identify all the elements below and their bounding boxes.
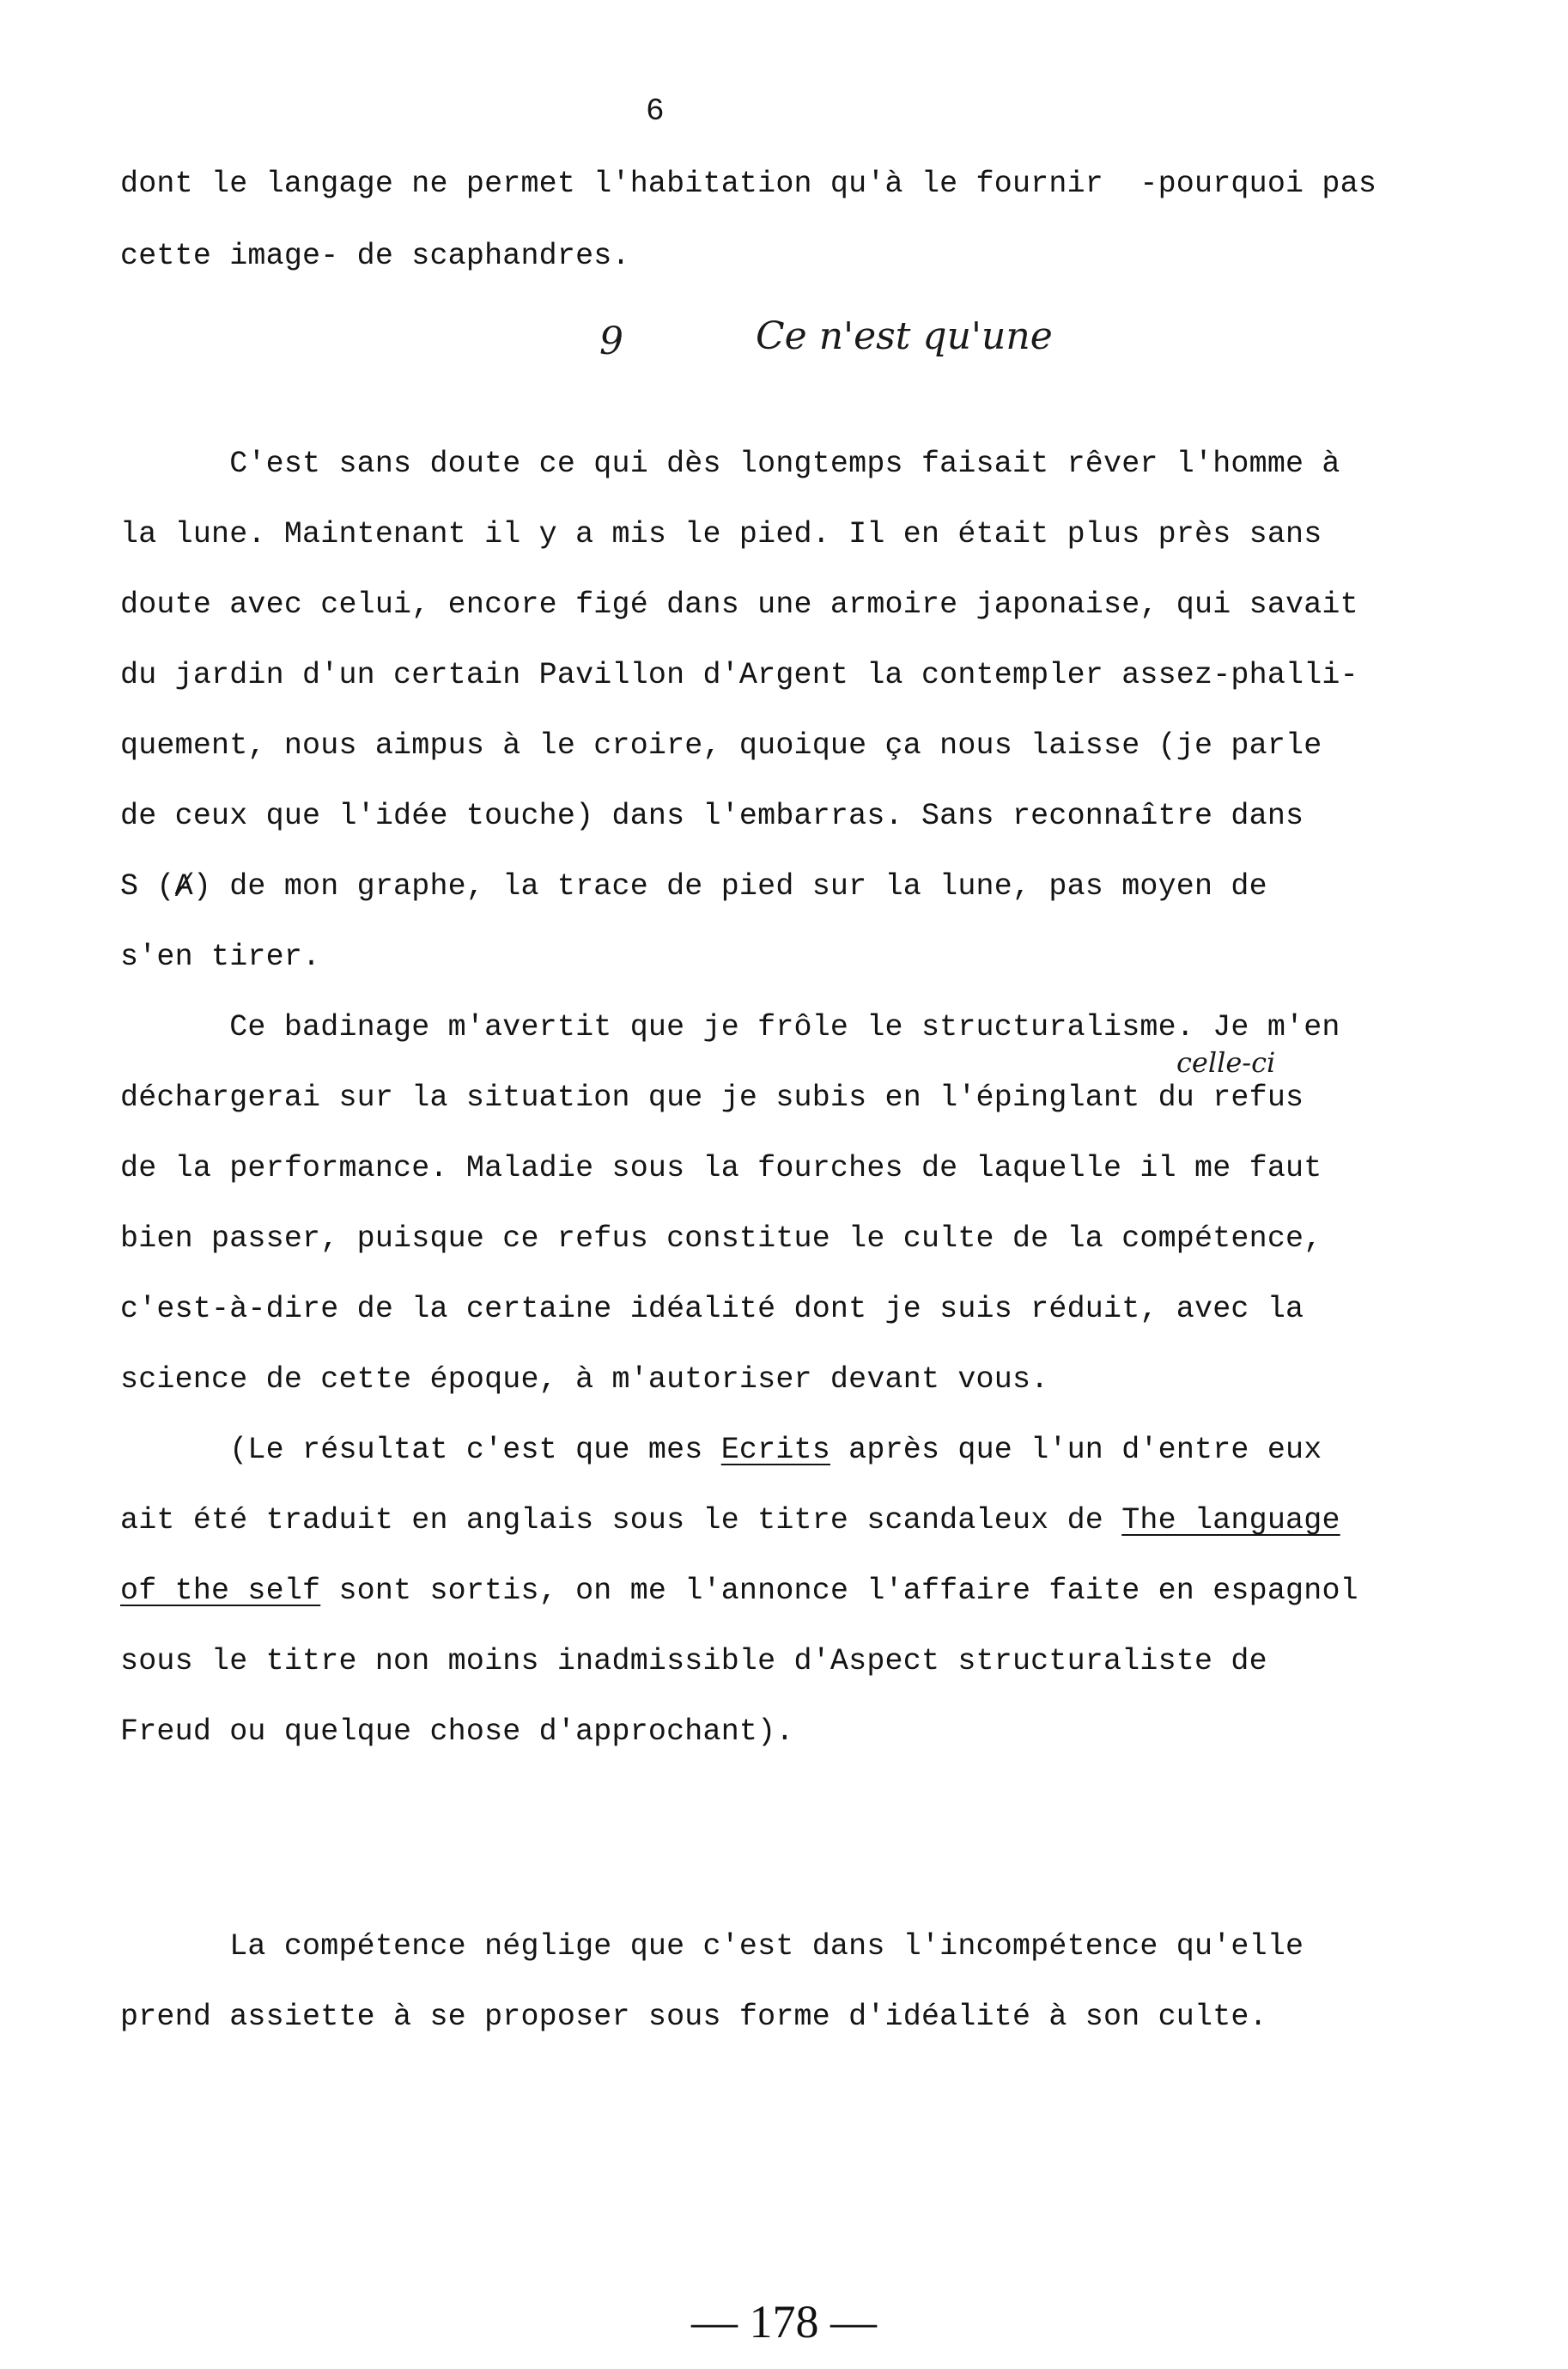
text-line-1: dont le langage ne permet l'habitation qu'à le fournir -pourquoi pas [120, 167, 1377, 201]
text-line-23: prend assiette à se proposer sous forme d'idéalité à son culte. [120, 2000, 1267, 2034]
text-line-8: de ceux que l'idée touche) dans l'embarras. Sans reconnaître dans [120, 799, 1304, 833]
text-line-9: S (Ⱥ) de mon graphe, la trace de pied sur la lune, pas moyen de [120, 869, 1267, 904]
text-line-21: Freud ou quelque chose d'approchant). [120, 1714, 794, 1749]
text-line-17 [120, 1431, 1322, 1469]
text-line-17-start: (Le résultat c'est que mes [120, 1433, 721, 1467]
page-number: 6 [646, 94, 665, 129]
text-line-15: c'est-à-dire de la certaine idéalité dont je suis réduit, avec la [120, 1292, 1304, 1326]
margin-handwriting: Ce n'est qu'une [756, 314, 1053, 358]
text-line-6: du jardin d'un certain Pavillon d'Argent la contempler assez-phalli- [120, 658, 1358, 692]
text-line-14: bien passer, puisque ce refus constitue le culte de la compétence, [120, 1221, 1322, 1256]
text-line-16: science de cette époque, à m'autoriser devant vous. [120, 1362, 1049, 1397]
title-ecrits: Ecrits [720, 1433, 830, 1467]
text-line-4: la lune. Maintenant il y a mis le pied. Il en était plus près sans [120, 517, 1322, 551]
text-line-7: quement, nous aimpus à le croire, quoique ça nous laisse (je parle [120, 728, 1322, 763]
text-line-18 [120, 1501, 1340, 1539]
text-line-11: Ce badinage m'avertit que je frôle le structuralisme. Je m'en [120, 1010, 1340, 1044]
text-line-2: cette image- de scaphandres. [120, 239, 630, 273]
text-line-3: C'est sans doute ce qui dès longtemps faisait rêver l'homme à [120, 447, 1340, 481]
text-line-10: s'en tirer. [120, 940, 321, 974]
text-line-20: sous le titre non moins inadmissible d'Aspect structuraliste de [120, 1644, 1267, 1678]
text-line-18-start: ait été traduit en anglais sous le titre scandaleux de [120, 1503, 1122, 1538]
insert-note: celle-ci [1176, 1046, 1276, 1079]
text-line-22: La compétence néglige que c'est dans l'incompétence qu'elle [120, 1929, 1304, 1964]
text-line-12: déchargerai sur la situation que je subis en l'épinglant du refus [120, 1081, 1304, 1115]
text-line-17-end: après que l'un d'entre eux [830, 1433, 1322, 1467]
folio-number: — 178 — [691, 2296, 877, 2348]
text-line-13: de la performance. Maladie sous la fourches de laquelle il me faut [120, 1151, 1322, 1185]
margin-note-number: 9 [599, 320, 623, 363]
text-line-19-end: sont sortis, on me l'annonce l'affaire faite en espagnol [320, 1574, 1358, 1608]
text-line-5: doute avec celui, encore figé dans une armoire japonaise, qui savait [120, 588, 1358, 622]
title-language-part1: The language [1121, 1503, 1340, 1538]
title-language-part2: of the self [120, 1574, 321, 1608]
text-line-19 [120, 1572, 1358, 1610]
